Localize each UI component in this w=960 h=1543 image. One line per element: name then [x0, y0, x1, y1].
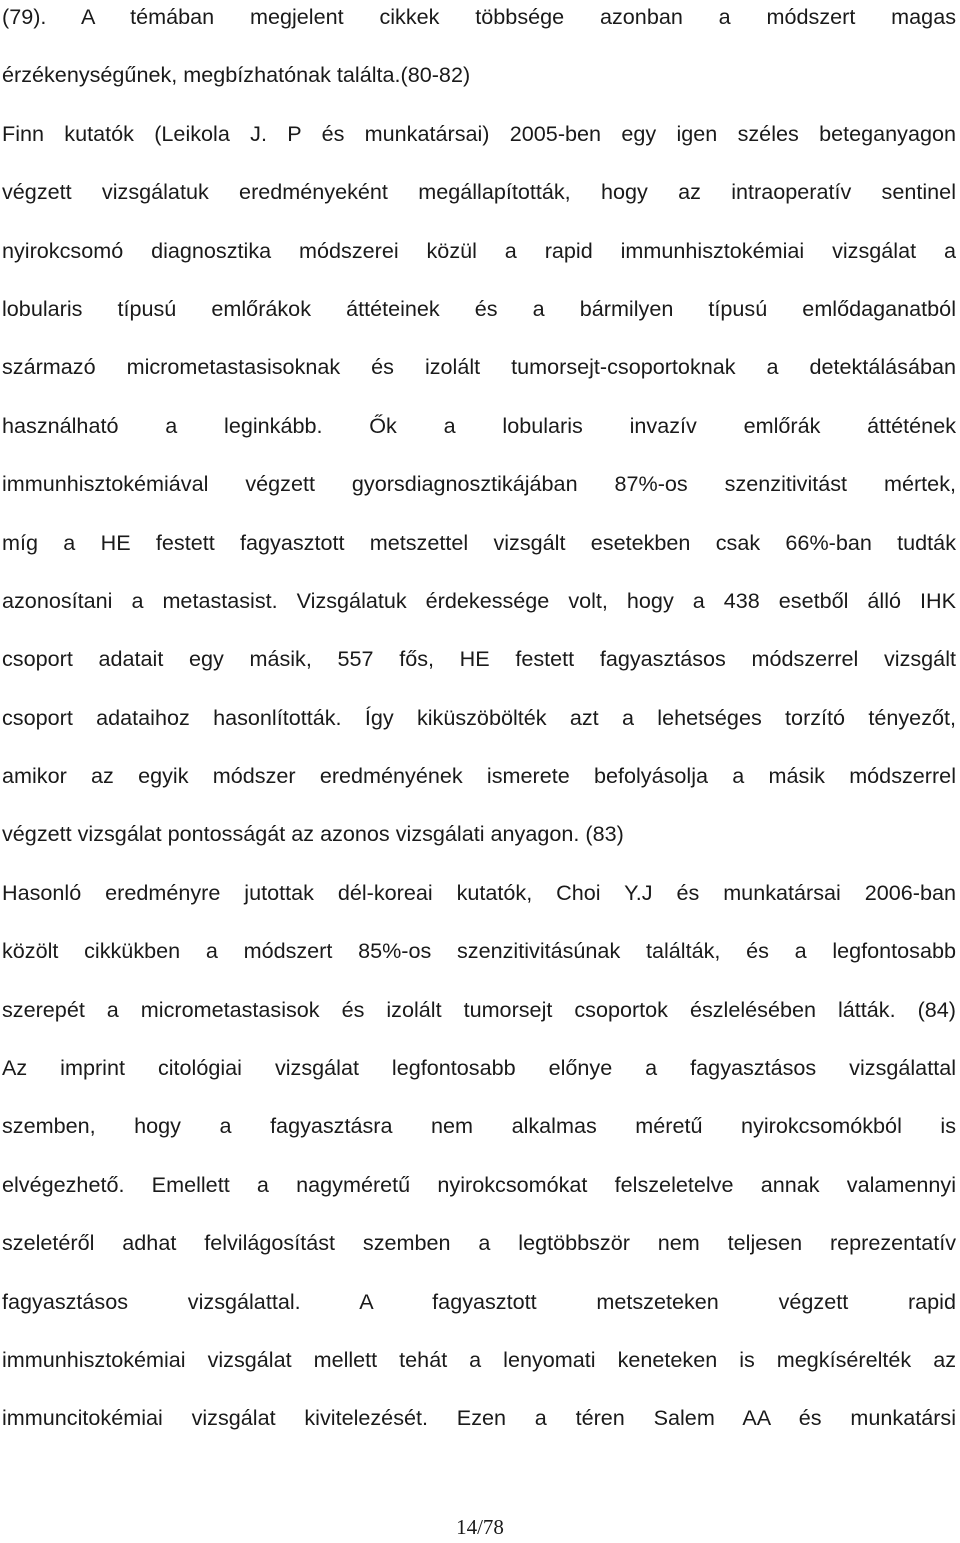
text-line: közölt cikkükben a módszert 85%-os szenzitivitásúnak találták, és a legfontosabb [2, 938, 956, 964]
text-line: szemben, hogy a fagyasztásra nem alkalmas méretű nyirokcsomókból is [2, 1113, 956, 1139]
text-line: immunhisztokémiával végzett gyorsdiagnosztikájában 87%-os szenzitivitást mértek, [2, 471, 956, 497]
text-line: csoport adataihoz hasonlították. Így kiküszöbölték azt a lehetséges torzító tényezőt, [2, 704, 956, 730]
text-line: használható a leginkább. Ők a lobularis invazív emlőrák áttétének [2, 412, 956, 438]
text-line: elvégezhető. Emellett a nagyméretű nyirokcsomókat felszeletelve annak valamennyi [2, 1171, 956, 1197]
page-number: 14/78 [456, 1515, 504, 1539]
text-line: végzett vizsgálat pontosságát az azonos vizsgálati anyagon. (83) [2, 821, 624, 847]
text-line: Finn kutatók (Leikola J. P és munkatársai) 2005-ben egy igen széles beteganyagon [2, 120, 956, 146]
text-line: Az imprint citológiai vizsgálat legfontosabb előnye a fagyasztásos vizsgálattal [2, 1055, 956, 1081]
text-line: szeletéről adhat felvilágosítást szemben a legtöbbször nem teljesen reprezentatív [2, 1230, 956, 1256]
text-line: nyirokcsomó diagnosztika módszerei közül a rapid immunhisztokémiai vizsgálat a [2, 237, 956, 263]
text-line: származó micrometastasisoknak és izolált tumorsejt-csoportoknak a detektálásában [2, 354, 956, 380]
text-line: lobularis típusú emlőrákok áttéteinek és a bármilyen típusú emlődaganatból [2, 295, 956, 321]
text-line: azonosítani a metastasist. Vizsgálatuk érdekessége volt, hogy a 438 esetből álló IHK [2, 587, 956, 613]
text-line: immuncitokémiai vizsgálat kivitelezését. Ezen a téren Salem AA és munkatársi [2, 1405, 956, 1431]
text-line: Hasonló eredményre jutottak dél-koreai kutatók, Choi Y.J és munkatársai 2006-ban [2, 879, 956, 905]
text-line: csoport adatait egy másik, 557 fős, HE festett fagyasztásos módszerrel vizsgált [2, 646, 956, 672]
text-line: (79). A témában megjelent cikkek többsége azonban a módszert magas [2, 4, 956, 29]
body-text [2, 0, 956, 1448]
text-line: immunhisztokémiai vizsgálat mellett tehát a lenyomati keneteken is megkísérelték az [2, 1346, 956, 1372]
text-line: míg a HE festett fagyasztott metszettel vizsgált esetekben csak 66%-ban tudták [2, 529, 956, 555]
text-line: szerepét a micrometastasisok és izolált tumorsejt csoportok észlelésében látták. (84) [2, 996, 956, 1022]
text-line: fagyasztásos vizsgálattal. A fagyasztott metszeteken végzett rapid [2, 1288, 956, 1314]
text-line: végzett vizsgálatuk eredményeként megállapították, hogy az intraoperatív sentinel [2, 179, 956, 205]
text-line: amikor az egyik módszer eredményének ismerete befolyásolja a másik módszerrel [2, 763, 956, 789]
text-line: érzékenységűnek, megbízhatónak találta.(80-82) [2, 62, 471, 88]
